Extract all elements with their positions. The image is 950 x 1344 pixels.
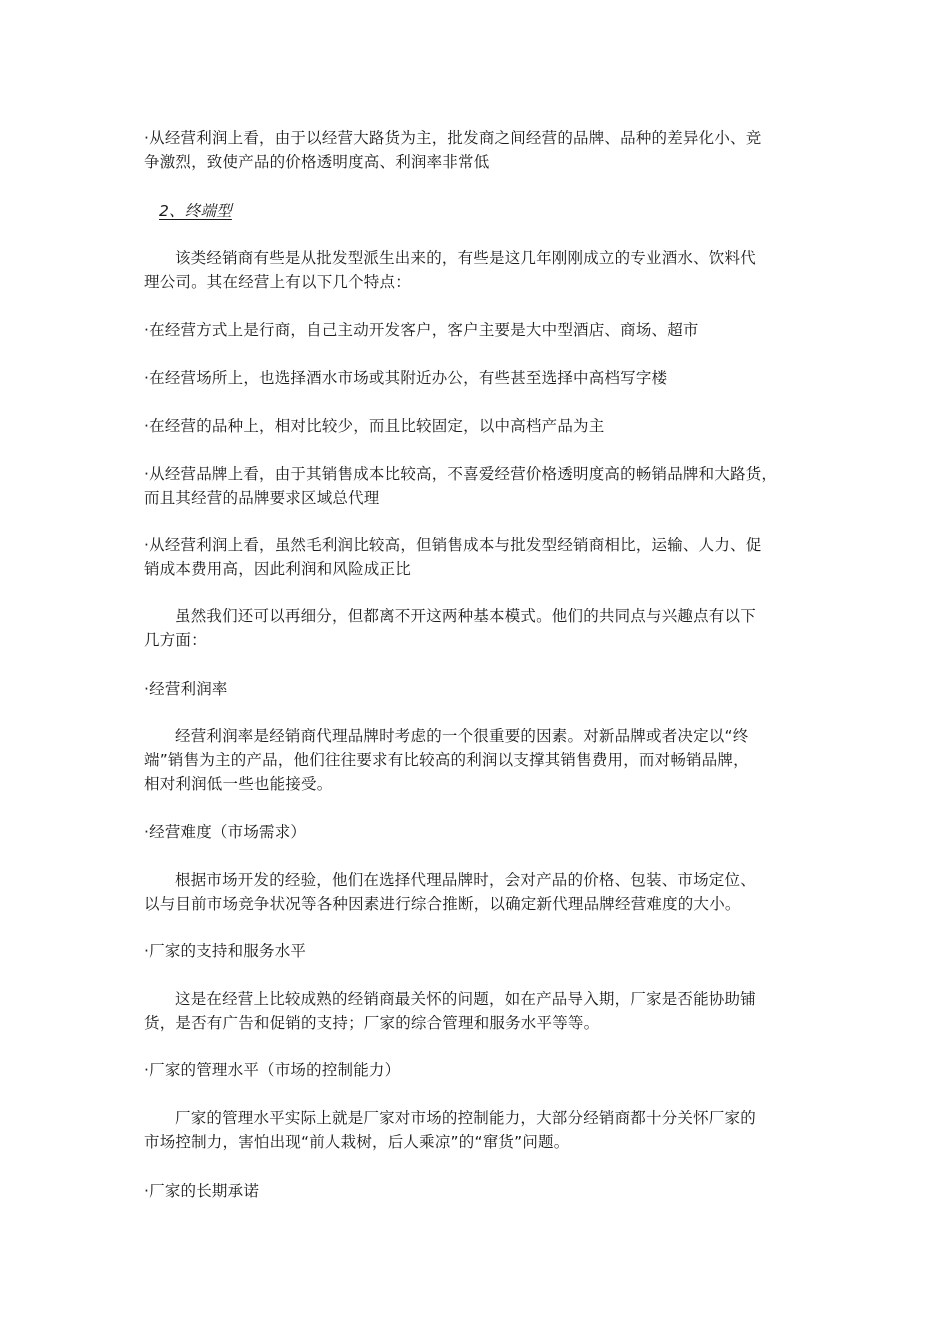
bullet-support-service: [144, 939, 812, 963]
text-line: 货，是否有广告和促销的支持；厂家的综合管理和服务水平等等。: [144, 1014, 600, 1032]
bullet-business-location: [144, 366, 812, 390]
bullet-product-variety: [144, 414, 812, 438]
text-line: 理公司。其在经营上有以下几个特点：: [144, 273, 411, 291]
text-line: ·厂家的长期承诺: [144, 1182, 260, 1200]
text-line: 相对利润低一些也能接受。: [144, 775, 333, 793]
bullet-management-level: [144, 1058, 812, 1082]
text-line: 端”销售为主的产品，他们往往要求有比较高的利润以支撑其销售费用，而对畅销品牌，: [144, 751, 749, 769]
paragraph-support-service: [144, 987, 843, 1035]
text-line: ·经营利润率: [144, 680, 228, 698]
heading-text: 2、终端型: [159, 202, 232, 220]
text-line: 虽然我们还可以再细分，但都离不开这两种基本模式。他们的共同点与兴趣点有以下: [175, 607, 756, 625]
bullet-long-term-commitment: [144, 1179, 812, 1203]
bullet-profit-rate: [144, 677, 812, 701]
text-line: 这是在经营上比较成熟的经销商最关怀的问题，如在产品导入期，厂家是否能协助铺: [175, 990, 756, 1008]
text-line: 根据市场开发的经验，他们在选择代理品牌时，会对产品的价格、包装、市场定位、: [175, 871, 756, 889]
text-line: 经营利润率是经销商代理品牌时考虑的一个很重要的因素。对新品牌或者决定以“终: [175, 727, 749, 745]
text-line: 该类经销商有些是从批发型派生出来的，有些是这几年刚刚成立的专业酒水、饮料代: [175, 249, 756, 267]
paragraph-difficulty: [144, 868, 843, 916]
paragraph-profit-rate: [144, 724, 843, 796]
text-line: ·在经营的品种上，相对比较少，而且比较固定，以中高档产品为主: [144, 417, 605, 435]
paragraph-common-points: [144, 604, 843, 652]
text-line: 厂家的管理水平实际上就是厂家对市场的控制能力，大部分经销商都十分关怀厂家的: [175, 1109, 756, 1127]
bullet-business-mode: [144, 318, 812, 342]
text-line: 几方面：: [144, 631, 207, 649]
text-line: 以与目前市场竞争状况等各种因素进行综合推断，以确定新代理品牌经营难度的大小。: [144, 895, 741, 913]
text-line: ·在经营方式上是行商，自己主动开发客户，客户主要是大中型酒店、商场、超市: [144, 321, 699, 339]
bullet-brand: [144, 462, 812, 510]
text-line: 市场控制力，害怕出现“前人栽树，后人乘凉”的“窜货”问题。: [144, 1133, 570, 1151]
text-line: ·厂家的支持和服务水平: [144, 942, 307, 960]
text-line: ·经营难度（市场需求）: [144, 823, 307, 841]
text-line: ·从经营品牌上看，由于其销售成本比较高，不喜爱经营价格透明度高的畅销品牌和大路货，: [144, 465, 778, 483]
text-line: ·从经营利润上看，虽然毛利润比较高，但销售成本与批发型经销商相比，运输、人力、促: [144, 536, 762, 554]
bullet-difficulty: [144, 820, 812, 844]
paragraph-wholesale-profit: [144, 126, 812, 174]
section-heading-terminal-type: [159, 199, 827, 223]
paragraph-management-level: [144, 1106, 843, 1154]
text-line: ·厂家的管理水平（市场的控制能力）: [144, 1061, 401, 1079]
paragraph-terminal-intro: [144, 246, 843, 294]
text-line: ·在经营场所上，也选择酒水市场或其附近办公，有些甚至选择中高档写字楼: [144, 369, 668, 387]
text-line: ·从经营利润上看，由于以经营大路货为主，批发商之间经营的品牌、品种的差异化小、竞: [144, 129, 762, 147]
bullet-terminal-profit: [144, 533, 812, 581]
text-line: 而且其经营的品牌要求区域总代理: [144, 489, 380, 507]
text-line: 争激烈，致使产品的价格透明度高、利润率非常低: [144, 153, 490, 171]
text-line: 销成本费用高，因此利润和风险成正比: [144, 560, 411, 578]
